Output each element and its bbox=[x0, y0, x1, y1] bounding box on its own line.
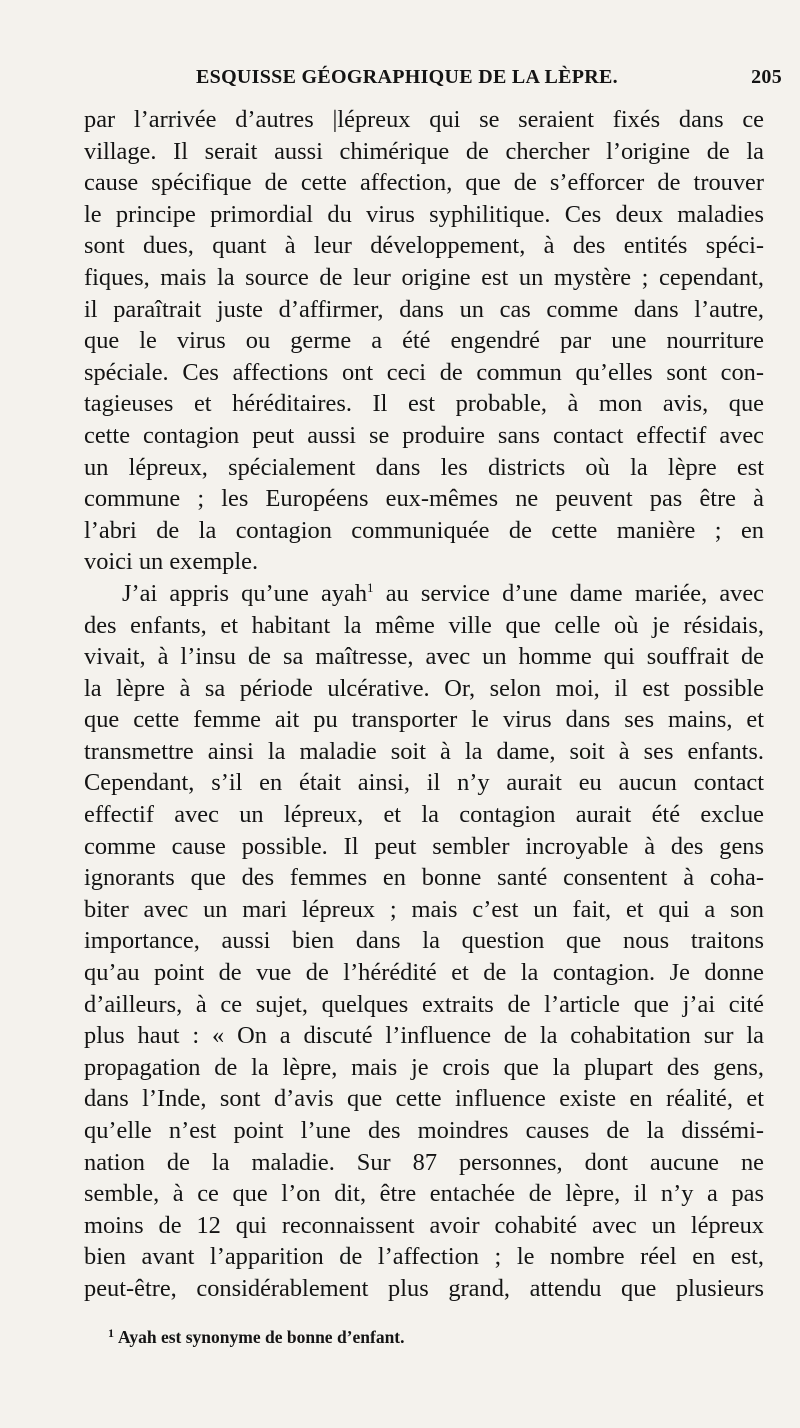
footnote-text: Ayah est synonyme de bonne d’enfant. bbox=[118, 1327, 405, 1347]
paragraph-1 bbox=[84, 104, 764, 578]
text-line: des enfants, et habitant la même ville que celle où je résidais, bbox=[84, 611, 764, 639]
text-line: la lèpre à sa période ulcérative. Or, selon moi, il est possible bbox=[84, 674, 764, 702]
text-line: d’ailleurs, à ce sujet, quelques extraits de l’article que j’ai cité bbox=[84, 990, 764, 1018]
running-head bbox=[84, 66, 782, 96]
text-fragment: au service d’une dame mariée, avec bbox=[373, 579, 764, 607]
text-line: un lépreux, spécialement dans les districts où la lèpre est bbox=[84, 453, 764, 481]
text-line: moins de 12 qui reconnaissent avoir cohabité avec un lépreux bbox=[84, 1211, 764, 1239]
text-line: il paraîtrait juste d’affirmer, dans un cas comme dans l’autre, bbox=[84, 295, 764, 323]
footnote bbox=[108, 1326, 405, 1348]
text-line: effectif avec un lépreux, et la contagion aurait été exclue bbox=[84, 801, 764, 829]
text-line: semble, à ce que l’on dit, être entachée de lèpre, il n’y a pas bbox=[84, 1180, 764, 1208]
text-line: village. Il serait aussi chimérique de chercher l’origine de la bbox=[84, 137, 764, 165]
text-line: voici un exemple. bbox=[84, 548, 259, 576]
text-line: l’abri de la contagion communiquée de cette manière ; en bbox=[84, 516, 764, 544]
page-number: 205 bbox=[751, 66, 782, 88]
text-line: qu’au point de vue de l’hérédité et de la contagion. Je donne bbox=[84, 959, 764, 987]
text-line: cette contagion peut aussi se produire sans contact effectif avec bbox=[84, 421, 764, 449]
text-line: propagation de la lèpre, mais je crois que la plupart des gens, bbox=[84, 1053, 764, 1081]
text-line: ignorants que des femmes en bonne santé consentent à coha- bbox=[84, 864, 764, 892]
text-line: par l’arrivée d’autres |lépreux qui se seraient fixés dans ce bbox=[84, 106, 764, 133]
text-line: que cette femme ait pu transporter le virus dans ses mains, et bbox=[84, 706, 764, 734]
text-line: fiques, mais la source de leur origine est un mystère ; cependant, bbox=[84, 263, 764, 291]
body-text bbox=[84, 104, 764, 1305]
text-line: comme cause possible. Il peut sembler incroyable à des gens bbox=[84, 832, 764, 860]
text-line: bien avant l’apparition de l’affection ; le nombre réel en est, bbox=[84, 1243, 764, 1271]
footnote-mark: 1 bbox=[108, 1326, 114, 1340]
text-line: biter avec un mari lépreux ; mais c’est un fait, et qui a son bbox=[84, 895, 764, 923]
text-line: spéciale. Ces affections ont ceci de commun qu’elles sont con- bbox=[84, 358, 764, 386]
text-line: peut-être, considérablement plus grand, attendu que plusieurs bbox=[84, 1274, 764, 1302]
text-fragment: J’ai appris qu’une ayah bbox=[122, 579, 368, 607]
text-line: plus haut : « On a discuté l’influence de la cohabitation sur la bbox=[84, 1022, 764, 1050]
footnote-reference: 1 bbox=[367, 579, 374, 595]
text-line: sont dues, quant à leur développement, à des entités spéci- bbox=[84, 232, 764, 260]
text-line: le principe primordial du virus syphilitique. Ces deux maladies bbox=[84, 200, 764, 228]
text-line: que le virus ou germe a été engendré par une nourriture bbox=[84, 327, 764, 355]
paragraph-2 bbox=[84, 578, 764, 1305]
text-line: transmettre ainsi la maladie soit à la dame, soit à ses enfants. bbox=[84, 737, 764, 765]
text-line: cause spécifique de cette affection, que de s’efforcer de trouver bbox=[84, 169, 764, 197]
text-line: dans l’Inde, sont d’avis que cette influence existe en réalité, et bbox=[84, 1085, 764, 1113]
text-line: Cependant, s’il en était ainsi, il n’y aurait eu aucun contact bbox=[84, 769, 764, 797]
text-line: qu’elle n’est point l’une des moindres causes de la dissémi- bbox=[84, 1117, 764, 1144]
text-line-with-note bbox=[84, 578, 764, 610]
text-line: tagieuses et héréditaires. Il est probable, à mon avis, que bbox=[84, 390, 764, 418]
text-line: importance, aussi bien dans la question que nous traitons bbox=[84, 927, 764, 955]
running-title: ESQUISSE GÉOGRAPHIQUE DE LA LÈPRE. bbox=[196, 66, 618, 88]
text-line: commune ; les Européens eux-mêmes ne peuvent pas être à bbox=[84, 485, 764, 513]
text-line: nation de la maladie. Sur 87 personnes, dont aucune ne bbox=[84, 1148, 764, 1176]
text-line: vivait, à l’insu de sa maîtresse, avec un homme qui souffrait de bbox=[84, 643, 764, 671]
